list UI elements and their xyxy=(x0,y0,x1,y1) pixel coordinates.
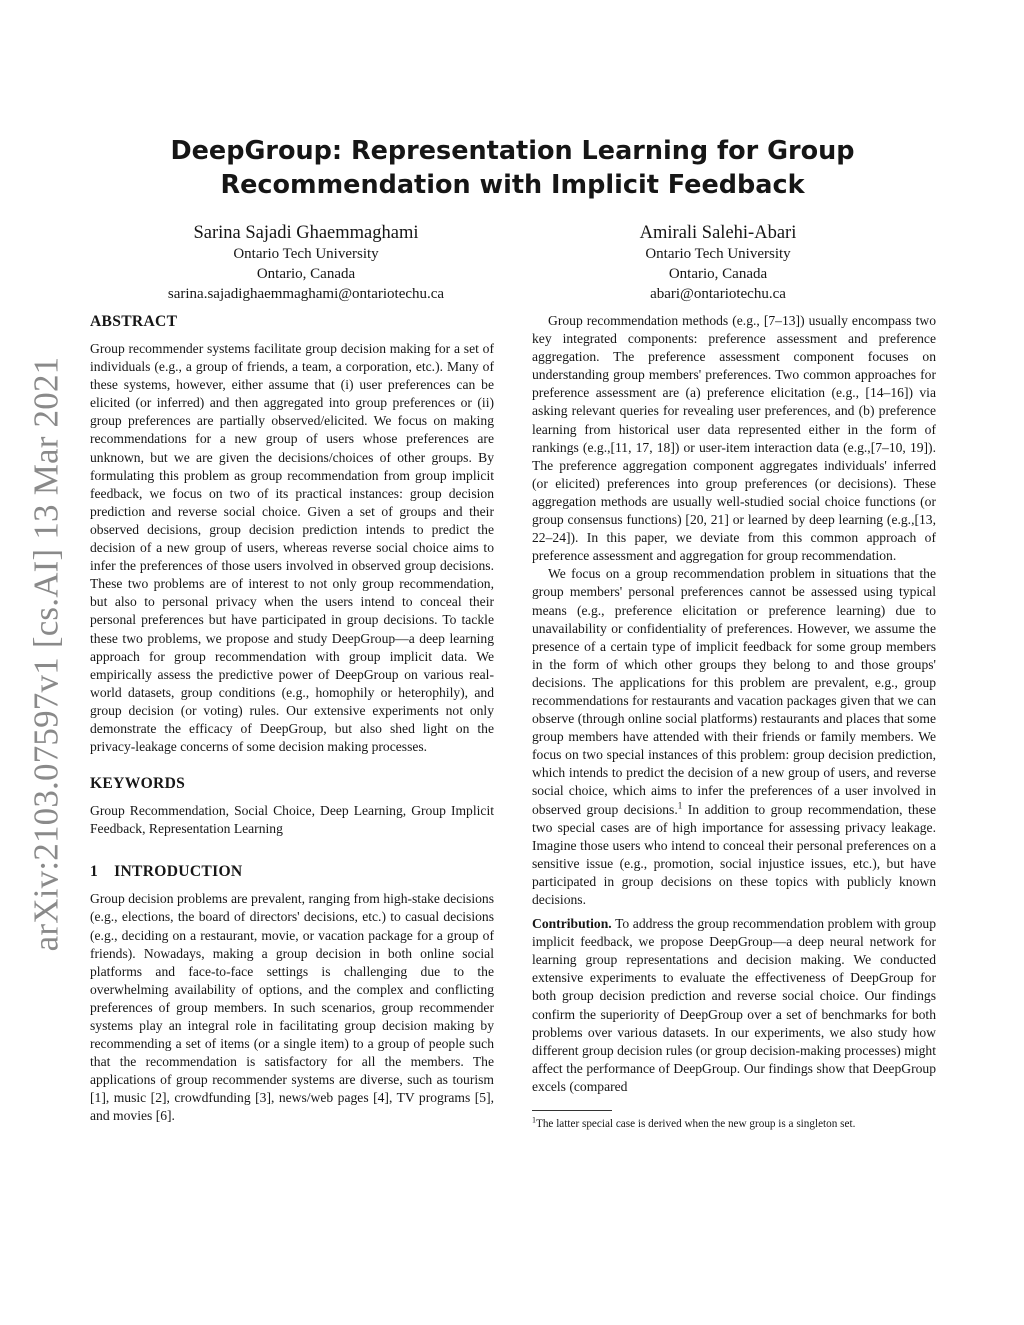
left-column xyxy=(90,312,494,1126)
paper-title: DeepGroup: Representation Learning for Group Recommendation with Implicit Feedback xyxy=(170,136,855,200)
author-affiliation: Ontario Tech University xyxy=(645,246,791,262)
arxiv-identifier xyxy=(18,356,74,952)
footnote-text: The latter special case is derived when the new group is a singleton set. xyxy=(536,1118,856,1131)
section-number: 1 xyxy=(90,863,99,881)
abstract-text: Group recommender systems facilitate group decision making for a set of individuals (e.g., a group of friends, a team, a corporation, etc.). Many of these systems, however, either assume that (i) user preferences can be elicited (or inferred) and then aggregated into group preferences or (ii) group preferences are partially observed/elicited. We focus on making recommendations for a new group of users whose preferences are unknown, but we are given the decisions/choices of other groups. By formulating this problem as group recommendation from group implicit feedback, we focus on two of its practical instances: group decision prediction and reverse social choice. Given a set of groups and their observed decisions, group decision prediction intends to predict the decision of a new group of users, whereas reverse social choice aims to infer the preferences of those users involved in observed group decisions. These two problems are of interest to not only group recommendation, but also to personal privacy when the users intend to conceal their personal preferences but have participated in group decisions. To tackle these two problems, we propose and study DeepGroup—a deep learning approach for group recommendation with group implicit data. We empirically assess the predictive power of DeepGroup on various real-world datasets, group conditions (e.g., homophily or heterophily), and group decision (or voting) rules. Our extensive experiments not only demonstrate the efficacy of DeepGroup, but also shed light on the privacy-leakage concerns of some decision making processes. xyxy=(90,341,494,755)
contribution-text: To address the group recommendation problem with group implicit feedback, we propose DeepGroup—a deep neural network for learning group representations and decision making. We conducted extensive experiments to evaluate the effectiveness of DeepGroup for both group decision prediction and reverse social choice. Our findings confirm the superiority of DeepGroup over a set of benchmarks for both problems over various datasets. In our experiments, we also study how different group decision rules (or group decision-making processes) might affect the performance of DeepGroup. Our findings show that DeepGroup excels (compared xyxy=(532,916,937,1094)
abstract-heading: ABSTRACT xyxy=(90,313,178,330)
author-name: Amirali Salehi-Abari xyxy=(639,223,797,243)
section-heading-introduction xyxy=(90,862,494,882)
author-affiliation: Ontario Tech University xyxy=(233,246,379,262)
intro-paragraph-1: Group decision problems are prevalent, ranging from high-stake decisions (e.g., elections, the board of directors' decisions, etc.) to casual decisions (e.g., deciding on a restaurant, movie, or vacation package for a group of friends). Nowadays, making a group decision in both online social platforms and face-to-face settings is challenging due to the overwhelming availability of options, and the complex and conflicting preferences of group members. In such scenarios, group recommender systems play an integral role in facilitating group decision making by recommending a set of items (or a single item) to a group of people such that the recommendation is satisfactory for all the members. The applications of group recommender systems are diverse, such as tourism [1], music [2], crowdfunding [3], news/web pages [4], TV programs [5], and movies [6]. xyxy=(90,891,494,1124)
author-block-2 xyxy=(548,222,888,304)
author-email: abari@ontariotechu.ca xyxy=(650,286,786,302)
footnote-mark: 1 xyxy=(532,1115,536,1125)
paragraph-body-tail: In addition to group recommendation, these two special cases are of high importance for assessing privacy leakage. Imagine those users who intend to conceal their personal preferences on a sensitive issue (e.g., promotion, social injustice issues, etc.), but have participated in group decisions on these topics with publicly known decisions. xyxy=(532,801,936,907)
arxiv-id-text: arXiv:2103.07597v1 [cs.AI] 13 Mar 2021 xyxy=(26,356,66,952)
right-column xyxy=(532,312,936,1131)
footnote xyxy=(532,1117,936,1131)
author-location: Ontario, Canada xyxy=(668,266,768,282)
author-name: Sarina Sajadi Ghaemmaghami xyxy=(193,223,419,243)
footnote-divider xyxy=(532,1110,612,1111)
section-title: INTRODUCTION xyxy=(114,863,243,881)
paragraph-body: We focus on a group recommendation problem in situations that the group members' personal preferences cannot be assessed using typical means (e.g., preference elicitation or preference learning) due to unavailability or confidentiality of preferences. However, we assume the presence of a certain type of implicit feedback for some group members in the form of which other groups they belong to and those groups' decisions. The applications for this problem are prevalent, e.g., group recommendations for restaurants and vacation packages given that we can observe (through online social platforms) restaurants and places that some group members have attended with their friends or family members. We focus on two special instances of this problem: group decision prediction, which intends to predict the decision of a new group of users, and reverse social choice, which aims to infer the preferences of a user involved in observed group decisions. xyxy=(532,566,936,817)
author-email: sarina.sajadighaemmaghami@ontariotechu.ca xyxy=(167,286,445,302)
contribution-label: Contribution. xyxy=(532,916,612,932)
author-location: Ontario, Canada xyxy=(256,266,356,282)
keywords-text: Group Recommendation, Social Choice, Deep Learning, Group Implicit Feedback, Representation Learning xyxy=(90,803,494,837)
intro-paragraph-3 xyxy=(532,565,936,909)
author-block-1 xyxy=(130,222,482,304)
keywords-heading: KEYWORDS xyxy=(90,775,186,793)
intro-paragraph-2: Group recommendation methods (e.g., [7–13]) usually encompass two key integrated components: preference assessment and preference aggregation. The preference assessment component focuses on understanding group members' preferences. Two common approaches for preference assessment are (a) preference elicitation (e.g., [14–16]) via asking relevant queries for revealing user preferences, and (b) preference learning from historical user data represented either in the form of rankings (e.g.,[11, 17, 18]) or user-item interaction data (e.g.,[7–10, 19]). The preference aggregation component aggregates individuals' inferred (or elicited) preferences into group preferences (or decisions). These aggregation methods are usually well-studied social choice functions (or group consensus functions) [20, 21] or learned by deep learning (e.g.,[13, 22–24]). In this paper, we deviate from this common approach of preference assessment and aggregation for group recommendation. xyxy=(532,313,936,564)
footnote-reference[interactable]: 1 xyxy=(677,800,683,810)
contribution-paragraph xyxy=(532,915,936,1096)
